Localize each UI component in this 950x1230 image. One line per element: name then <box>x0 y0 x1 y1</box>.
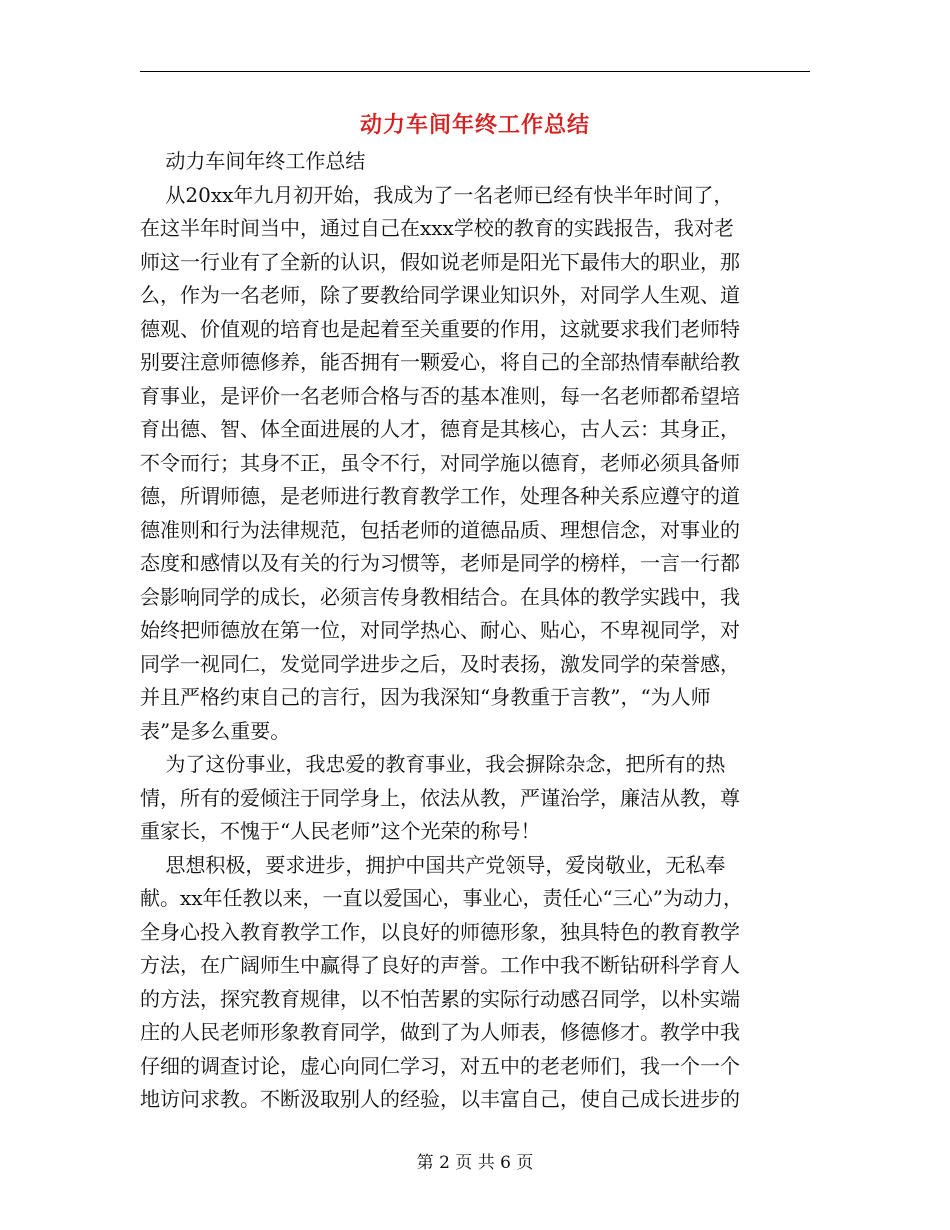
body-line: 德，所谓师德，是老师进行教育教学工作，处理各种关系应遵守的道 <box>140 484 740 508</box>
body-line: 育出德、智、体全面进展的人才，德育是其核心，古人云：其身正， <box>140 417 740 441</box>
body-line: 情，所有的爱倾注于同学身上，依法从教，严谨治学，廉洁从教，尊 <box>140 785 740 810</box>
body-line: 表”是多么重要。 <box>140 718 291 743</box>
document-title: 动力车间年终工作总结 <box>359 112 590 138</box>
body-line: 么，作为一名老师，除了要教给同学课业知识外，对同学人生观、道 <box>140 283 740 307</box>
body-line: 别要注意师德修养，能否拥有一颗爱心，将自己的全部热情奉献给教 <box>140 350 740 374</box>
document-body <box>140 145 812 1117</box>
body-line: 态度和感情以及有关的行为习惯等，老师是同学的榜样，一言一行都 <box>140 551 740 575</box>
body-line: 不令而行；其身不正，虽令不行，对同学施以德育，老师必须具备师 <box>140 450 740 475</box>
body-line: 从20xx年九月初开始，我成为了一名老师已经有快半年时间了， <box>140 182 734 207</box>
body-line: 并且严格约束自己的言行，因为我深知“身教重于言教”，“为人师 <box>140 685 711 709</box>
body-line: 德观、价值观的培育也是起着至关重要的作用，这就要求我们老师特 <box>140 316 740 341</box>
body-line: 同学一视同仁，发觉同学进步之后，及时表扬，激发同学的荣誉感， <box>140 651 740 676</box>
header-rule <box>140 71 810 72</box>
body-line: 在这半年时间当中，通过自己在xxx学校的教育的实践报告，我对老 <box>140 216 734 240</box>
body-line: 仔细的调查讨论，虚心向同仁学习，对五中的老老师们，我一个一个 <box>140 1053 740 1078</box>
body-line: 动力车间年终工作总结 <box>140 149 366 173</box>
body-line: 师这一行业有了全新的认识，假如说老师是阳光下最伟大的职业，那 <box>140 249 740 274</box>
body-line: 德准则和行为法律规范，包括老师的道德品质、理想信念，对事业的 <box>140 517 740 542</box>
page-footer <box>0 1150 950 1176</box>
body-line: 的方法，探究教育规律，以不怕苦累的实际行动感召同学，以朴实端 <box>140 986 740 1011</box>
body-line: 献。xx年任教以来，一直以爱国心，事业心，责任心“三心”为动力， <box>140 886 744 910</box>
body-line: 始终把师德放在第一位，对同学热心、耐心、贴心，不卑视同学，对 <box>140 618 740 642</box>
body-line: 思想积极，要求进步，拥护中国共产党领导，爱岗敬业，无私奉 <box>140 852 726 877</box>
body-line: 全身心投入教育教学工作，以良好的师德形象，独具特色的教育教学 <box>140 919 740 944</box>
body-line: 地访问求教。不断汲取别人的经验，以丰富自己，使自己成长进步的 <box>140 1087 740 1111</box>
body-line: 育事业，是评价一名老师合格与否的基本准则，每一名老师都希望培 <box>140 383 740 408</box>
body-line: 重家长，不愧于“人民老师”这个光荣的称号！ <box>140 819 541 843</box>
body-line: 方法，在广阔师生中赢得了良好的声誉。工作中我不断钻研科学育人 <box>140 953 740 977</box>
page-number: 第 2 页 共 6 页 <box>416 1153 534 1173</box>
body-line: 为了这份事业，我忠爱的教育事业，我会摒除杂念，把所有的热 <box>140 752 726 776</box>
body-line: 庄的人民老师形象教育同学，做到了为人师表，修德修才。教学中我 <box>140 1020 740 1044</box>
body-line: 会影响同学的成长，必须言传身教相结合。在具体的教学实践中，我 <box>140 584 740 609</box>
